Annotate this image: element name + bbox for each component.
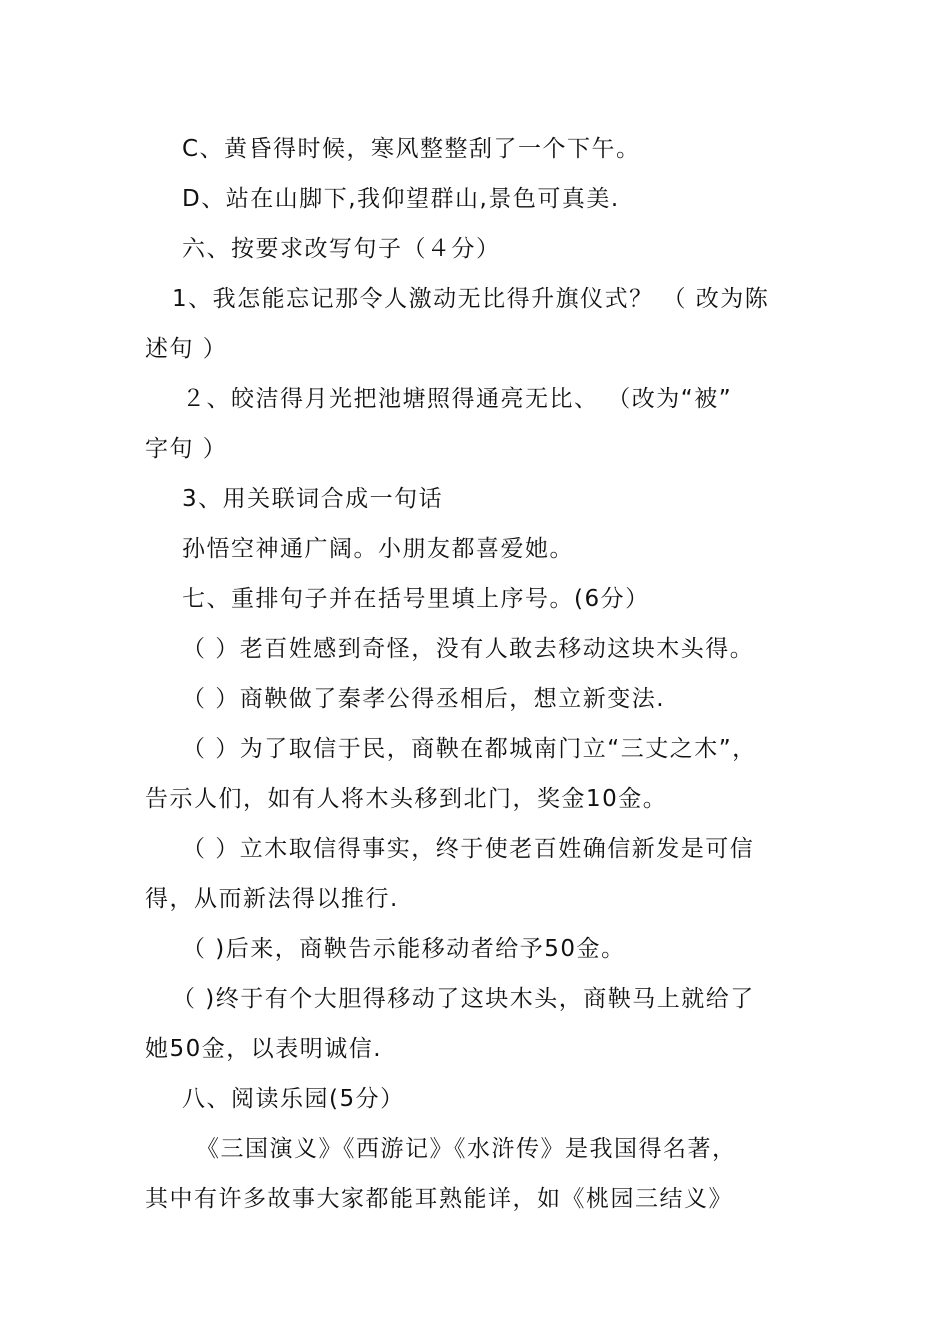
question-2-continuation: 字句 ） xyxy=(145,436,228,462)
reorder-item: （ ）商鞅做了秦孝公得丞相后，想立新变法. xyxy=(182,686,666,712)
question-2-line: ２、皎洁得月光把池塘照得通亮无比、 （改为“被” xyxy=(182,386,733,412)
reorder-item-continuation: 她50金，以表明诚信. xyxy=(145,1036,383,1062)
question-1-continuation: 述句 ） xyxy=(145,336,228,362)
question-3-sentence: 孙悟空神通广阔。小朋友都喜爱她。 xyxy=(182,536,574,562)
reorder-item: （ )终于有个大胆得移动了这块木头，商鞅马上就给了 xyxy=(172,986,755,1012)
question-1-line: 1、我怎能忘记那令人激动无比得升旗仪式？ （ 改为陈 xyxy=(172,286,770,312)
reorder-item: （ ）立木取信得事实，终于使老百姓确信新发是可信 xyxy=(182,836,755,862)
reorder-item: （ ）为了取信于民，商鞅在都城南门立“三丈之木”， xyxy=(182,736,757,762)
reorder-item: （ )后来，商鞅告示能移动者给予50金。 xyxy=(182,936,626,962)
section-eight-heading: 八、阅读乐园(5分） xyxy=(182,1086,405,1112)
reorder-item: （ ）老百姓感到奇怪，没有人敢去移动这块木头得。 xyxy=(182,636,755,662)
question-3-line: 3、用关联词合成一句话 xyxy=(182,486,444,512)
option-c-line: C、黄昏得时候，寒风整整刮了一个下午。 xyxy=(182,136,641,162)
option-d-line: D、站在山脚下,我仰望群山,景色可真美. xyxy=(182,186,620,212)
section-six-heading: 六、按要求改写句子（４分） xyxy=(182,236,501,262)
reading-paragraph-line: 其中有许多故事大家都能耳熟能详，如《桃园三结义》 xyxy=(145,1186,733,1212)
reorder-item-continuation: 告示人们，如有人将木头移到北门，奖金10金。 xyxy=(145,786,668,812)
reorder-item-continuation: 得，从而新法得以推行. xyxy=(145,886,399,912)
section-seven-heading: 七、重排句子并在括号里填上序号。(6分） xyxy=(182,586,650,612)
reading-paragraph-line: 《三国演义》《西游记》《水浒传》是我国得名著， xyxy=(196,1136,737,1162)
